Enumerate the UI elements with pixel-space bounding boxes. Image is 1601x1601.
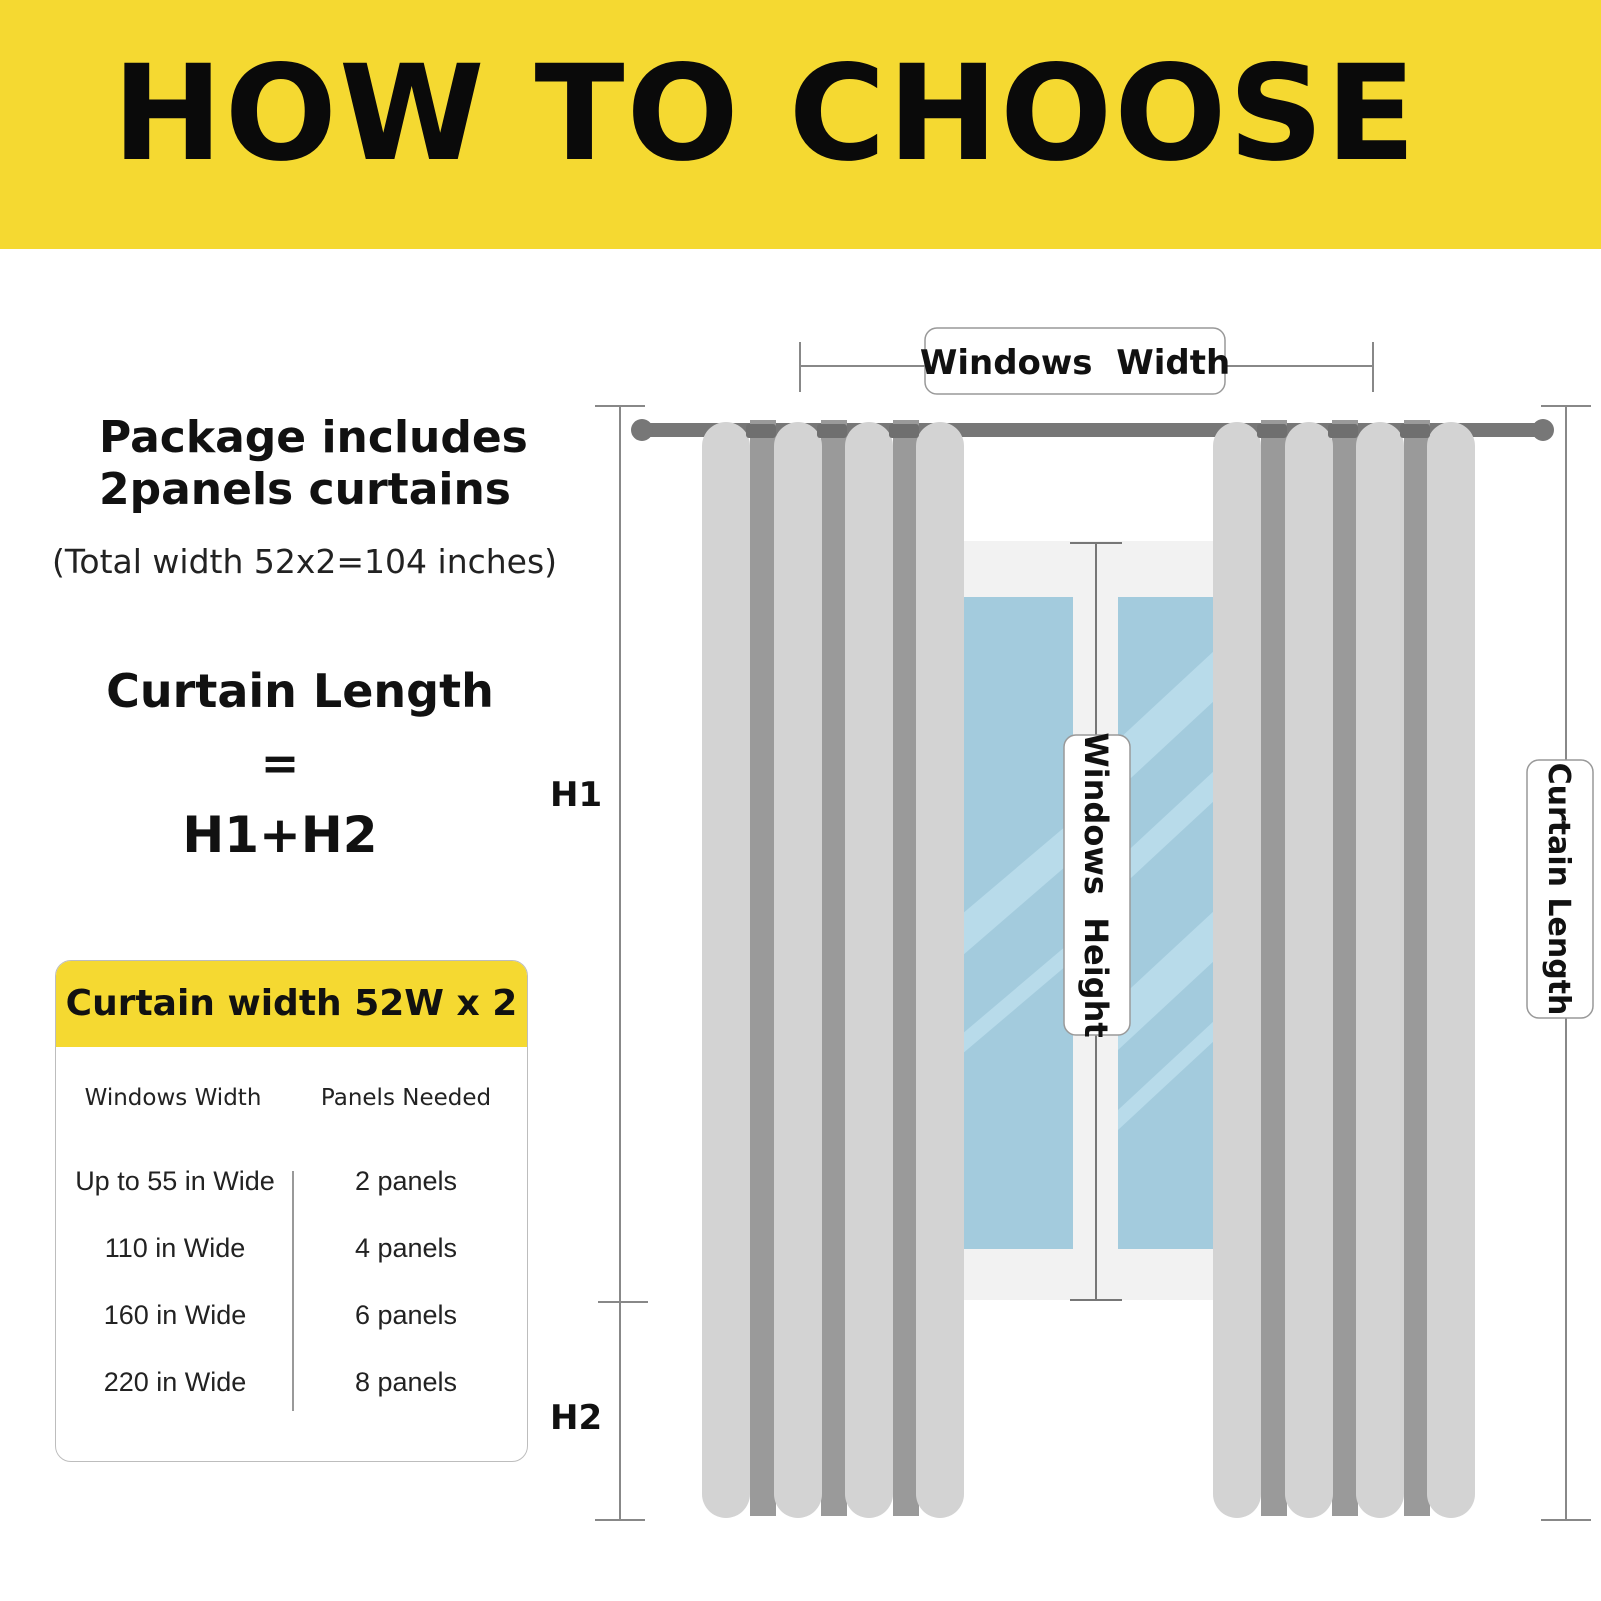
table-cell-width: 220 in Wide [103, 1367, 247, 1397]
left-curtain-panel [702, 420, 964, 1518]
curtain-length-label: Curtain Length [1541, 762, 1576, 1016]
windows-height-measure [1064, 732, 1130, 1037]
package-line-1: Package includes [99, 412, 528, 463]
table-cell-width: Up to 55 in Wide [75, 1166, 275, 1196]
windows-width-label: Windows Width [919, 343, 1231, 383]
curtain-length-measure [1527, 760, 1593, 1018]
table-title: Curtain width 52W x 2 [65, 983, 518, 1024]
table-cell-panels: 2 panels [354, 1166, 458, 1196]
table-cell-panels: 6 panels [354, 1300, 458, 1330]
windows-width-measure [800, 328, 1373, 394]
page-title: HOW TO CHOOSE [112, 37, 1418, 191]
table-cell-panels: 4 panels [354, 1233, 458, 1263]
formula-curtain-length: Curtain Length [106, 664, 494, 718]
h1-label: H1 [550, 775, 603, 815]
windows-height-label: Windows Height [1077, 732, 1115, 1038]
right-curtain-panel [1213, 420, 1475, 1518]
height-measure-line [595, 406, 648, 1520]
table-cell-width: 110 in Wide [104, 1233, 246, 1263]
formula-h1-h2: H1+H2 [182, 806, 378, 864]
formula-equals: = [260, 736, 300, 790]
table-cell-panels: 8 panels [354, 1367, 458, 1397]
table-cell-width: 160 in Wide [103, 1300, 247, 1330]
package-note: (Total width 52x2=104 inches) [52, 542, 558, 581]
column-header-panels-needed: Panels Needed [320, 1085, 492, 1111]
h2-label: H2 [550, 1398, 603, 1438]
column-header-windows-width: Windows Width [84, 1085, 262, 1111]
package-line-2: 2panels curtains [99, 464, 511, 515]
